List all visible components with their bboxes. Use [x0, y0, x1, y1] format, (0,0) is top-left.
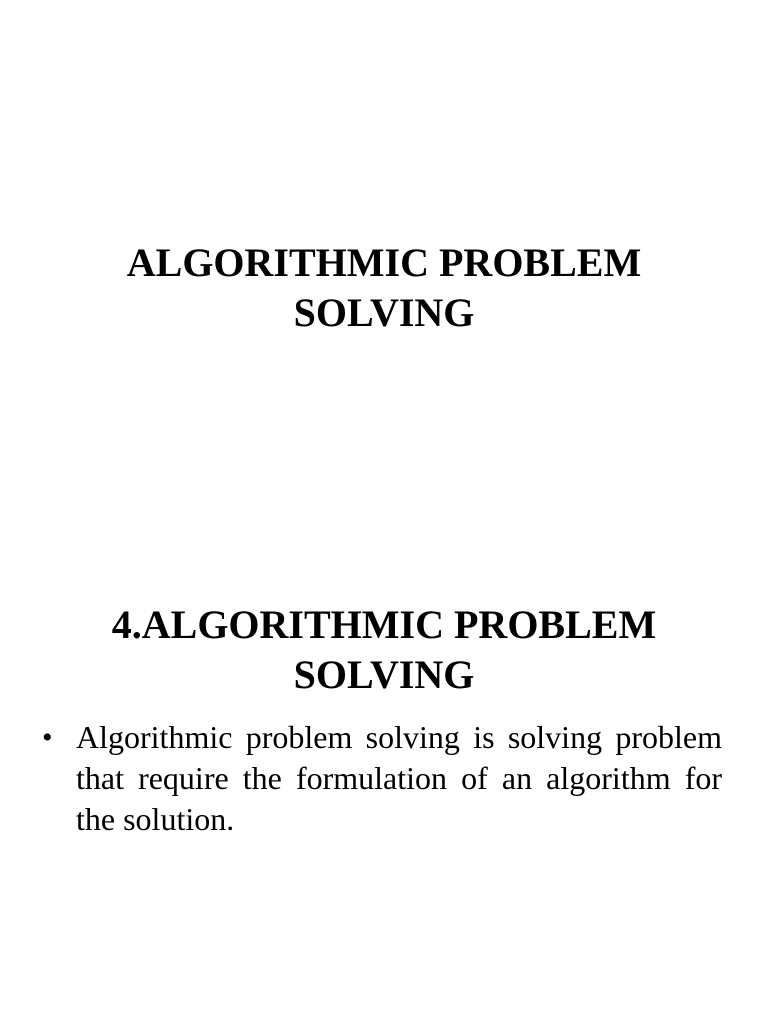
slide-title-heading: ALGORITHMIC PROBLEM SOLVING — [126, 240, 642, 335]
bullet-list — [42, 717, 722, 840]
bullet-item — [42, 717, 722, 840]
slide-content — [0, 512, 768, 1024]
section-heading: 4.ALGORITHMIC PROBLEM SOLVING — [111, 602, 657, 697]
bullet-icon: • — [42, 721, 53, 754]
bullet-text: Algorithmic problem solving is solving problem that require the formulation of an algorithm for the solution. — [76, 719, 722, 837]
